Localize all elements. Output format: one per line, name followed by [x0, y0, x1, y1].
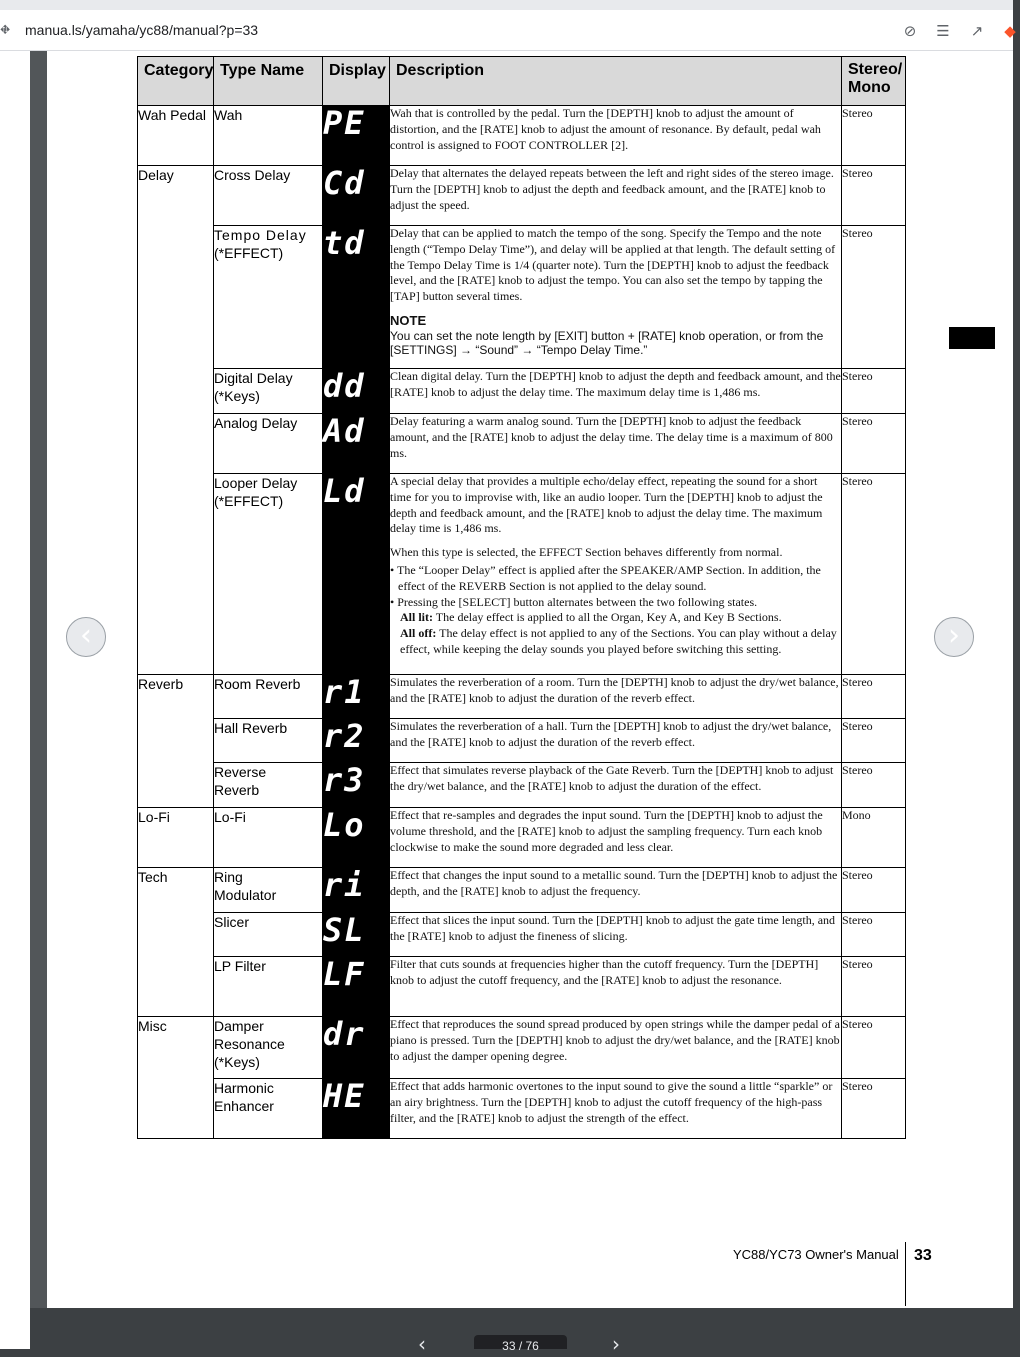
description-cell: Delay that alternates the delayed repeats between the left and right sides of the stereo image. Turn the [DEPTH] knob to adjust the depth and feedback amount, and the [RATE] knob to adjust the speed. — [390, 166, 842, 226]
display-cell — [323, 808, 390, 868]
description-text: A special delay that provides a multiple echo/delay effect, repeating the sound for a short time for you to improvise with, like an audio looper. Turn the [DEPTH] knob to adjust the depth and feedback amount, and the [RATE] knob to adjust the delay time. The maximum delay time is 1,486 ms. — [390, 474, 823, 536]
type-name-cell: Cross Delay — [214, 166, 323, 226]
stereo-mono-cell: Stereo — [842, 913, 906, 957]
display-code: Ld — [323, 472, 366, 510]
display-cell — [323, 226, 390, 369]
stereo-mono-cell: Stereo — [842, 166, 906, 226]
state-item: All off: The delay effect is not applied to any of the Sections. You can play without a delay effect, while keeping the delay sounds you played before switching this setting. — [400, 626, 837, 656]
stereo-mono-cell: Stereo — [842, 106, 906, 166]
description-text: Delay that can be applied to match the tempo of the song. Specify the Tempo and the note length (“Tempo Delay Time”), and delay will be applied at that length. The default setting of the Tempo Delay Time is 1/4 (quarter note). Turn the [DEPTH] knob to adjust the feedback level, and the [RATE] knob to adjust the tempo. You can also set the tempo by tapping the [TAP] button several times. — [390, 226, 836, 304]
display-cell — [323, 1017, 390, 1079]
header-description: Description — [390, 57, 842, 106]
type-name-cell: LP Filter — [214, 957, 323, 1017]
description-cell: Effect that slices the input sound. Turn the [DEPTH] knob to adjust the gate time length, and the [RATE] knob to adjust the fineness of slicing. — [390, 913, 842, 957]
previous-page-button[interactable]: ‹ — [66, 617, 106, 657]
state-item: All lit: The delay effect is applied to all the Organ, Key A, and Key B Sections. — [400, 610, 782, 625]
header-category: Category — [138, 57, 214, 106]
display-code: Lo — [323, 806, 366, 844]
display-cell — [323, 166, 390, 226]
notes-icon[interactable]: ☰ — [936, 22, 950, 40]
page-indicator[interactable]: 33 / 76 — [474, 1335, 567, 1349]
toolbar-prev-page-icon[interactable]: ‹ — [418, 1332, 426, 1356]
description-text: When this type is selected, the EFFECT Section behaves differently from normal. — [390, 545, 783, 560]
type-name-cell: Wah — [214, 106, 323, 166]
stereo-mono-cell: Stereo — [842, 957, 906, 1017]
type-name-cell: Looper Delay (*EFFECT) — [214, 474, 323, 675]
type-name-cell: Lo-Fi — [214, 808, 323, 868]
display-code: ri — [323, 866, 366, 904]
display-code: PE — [323, 104, 366, 142]
table-row — [138, 957, 906, 1017]
url-text[interactable]: manua.ls/yamaha/yc88/manual?p=33 — [25, 22, 259, 38]
display-code: r1 — [323, 673, 366, 711]
viewer-right-gutter — [995, 51, 1013, 1349]
stereo-mono-cell: Stereo — [842, 675, 906, 719]
type-name-cell: Hall Reverb — [214, 719, 323, 763]
type-name-cell: Ring Modulator — [214, 868, 323, 913]
table-row — [138, 675, 906, 719]
display-code: Ad — [323, 412, 366, 450]
display-cell — [323, 1079, 390, 1139]
site-info-icon[interactable]: ⛖ — [0, 23, 11, 38]
display-cell — [323, 675, 390, 719]
type-name-cell: Slicer — [214, 913, 323, 957]
stereo-mono-cell: Stereo — [842, 414, 906, 474]
description-cell: Effect that adds harmonic overtones to the input sound to give the sound a little “sparkle” or an airy brightness. Turn the [DEPTH] knob to adjust the cutoff frequency of the high-pass filter, and the [RATE] knob to adjust the strength of the effect. — [390, 1079, 842, 1139]
footer-page-number: 33 — [914, 1247, 932, 1264]
next-page-button[interactable]: › — [934, 617, 974, 657]
note-body: You can set the note length by [EXIT] button + [RATE] knob operation, or from the [SETTINGS] → “Sound” → “Tempo Delay Time.” — [390, 328, 824, 357]
display-code: HE — [323, 1077, 366, 1115]
type-name-cell: Analog Delay — [214, 414, 323, 474]
stereo-mono-cell: Stereo — [842, 1079, 906, 1139]
header-stereo-mono: Stereo/ Mono — [842, 57, 906, 106]
page-edge-tab-marker — [949, 327, 995, 349]
toolbar-next-page-icon[interactable]: › — [612, 1332, 620, 1356]
stereo-mono-cell: Stereo — [842, 868, 906, 913]
table-row — [138, 1017, 906, 1079]
table-row — [138, 808, 906, 868]
table-header-row — [138, 57, 906, 106]
display-code: Cd — [323, 164, 366, 202]
stereo-mono-cell: Stereo — [842, 763, 906, 808]
description-cell — [390, 226, 842, 369]
stereo-mono-cell: Stereo — [842, 1017, 906, 1079]
table-row — [138, 369, 906, 414]
category-cell: Wah Pedal — [138, 106, 214, 166]
category-cell: Reverb — [138, 675, 214, 808]
reader-icon[interactable]: ⊘ — [903, 22, 917, 40]
bullet-item: • The “Looper Delay” effect is applied after the SPEAKER/AMP Section. In addition, the effect of the REVERB Section is not applied to the delay sound. — [390, 562, 821, 593]
address-bar[interactable] — [0, 10, 1016, 51]
display-cell — [323, 913, 390, 957]
footer-divider — [905, 1242, 906, 1306]
table-row — [138, 719, 906, 763]
header-type-name: Type Name — [214, 57, 323, 106]
display-cell — [323, 106, 390, 166]
stereo-mono-cell: Stereo — [842, 719, 906, 763]
display-code: LF — [323, 955, 366, 993]
description-cell: Effect that changes the input sound to a metallic sound. Turn the [DEPTH] knob to adjust the depth, and the [RATE] knob to adjust the frequency. — [390, 868, 842, 913]
type-name-cell: Damper Resonance (*Keys) — [214, 1017, 323, 1079]
stereo-mono-cell: Stereo — [842, 369, 906, 414]
bullet-item: • Pressing the [SELECT] button alternates between the two following states. — [390, 594, 758, 609]
category-cell: Delay — [138, 166, 214, 675]
brave-icon[interactable]: ◆ — [1004, 22, 1016, 40]
stereo-mono-cell: Stereo — [842, 226, 906, 369]
display-code: dr — [323, 1015, 366, 1053]
category-cell: Lo-Fi — [138, 808, 214, 868]
table-row — [138, 166, 906, 226]
table-row — [138, 763, 906, 808]
display-cell — [323, 474, 390, 675]
footer-manual-title: YC88/YC73 Owner's Manual — [733, 1247, 899, 1262]
description-cell — [390, 474, 842, 675]
stereo-mono-cell: Mono — [842, 808, 906, 868]
display-cell — [323, 957, 390, 1017]
description-cell: Simulates the reverberation of a hall. Turn the [DEPTH] knob to adjust the dry/wet balance, and the [RATE] knob to adjust the duration of the reverb effect. — [390, 719, 842, 763]
table-row — [138, 106, 906, 166]
display-code: r3 — [323, 761, 366, 799]
type-name-cell: Tempo Delay (*EFFECT) — [214, 226, 323, 369]
type-name-cell: Room Reverb — [214, 675, 323, 719]
type-name-cell: Reverse Reverb — [214, 763, 323, 808]
share-icon[interactable]: ↗ — [970, 22, 984, 40]
table-row — [138, 226, 906, 369]
type-name-cell: Harmonic Enhancer — [214, 1079, 323, 1139]
description-cell: Clean digital delay. Turn the [DEPTH] knob to adjust the depth and feedback amount, and the [RATE] knob to adjust the delay time. The maximum delay time is 1,486 ms. — [390, 369, 842, 414]
table-row — [138, 414, 906, 474]
table-row — [138, 913, 906, 957]
display-code: td — [323, 224, 366, 262]
type-name-cell: Digital Delay (*Keys) — [214, 369, 323, 414]
browser-top-strip — [0, 0, 1013, 10]
display-code: r2 — [323, 717, 366, 755]
effect-types-table — [137, 56, 906, 1139]
category-cell: Tech — [138, 868, 214, 1017]
description-cell: Effect that reproduces the sound spread produced by open strings while the damper pedal of a piano is pressed. Turn the [DEPTH] knob to adjust the dry/wet balance, and the [RATE] knob to adjust the damper opening degree. — [390, 1017, 842, 1079]
table-row — [138, 868, 906, 913]
display-cell — [323, 369, 390, 414]
display-code: dd — [323, 367, 366, 405]
table-row — [138, 1079, 906, 1139]
display-cell — [323, 719, 390, 763]
display-cell — [323, 763, 390, 808]
table-row — [138, 474, 906, 675]
note-heading: NOTE — [390, 312, 427, 328]
display-cell — [323, 414, 390, 474]
description-cell: Effect that simulates reverse playback of the Gate Reverb. Turn the [DEPTH] knob to adjust the dry/wet balance, and the [RATE] knob to adjust the duration of the effect. — [390, 763, 842, 808]
description-cell: Wah that is controlled by the pedal. Turn the [DEPTH] knob to adjust the amount of distortion, and the [RATE] knob to adjust the amount of resonance. By default, pedal wah control is assigned to FOOT CONTROLLER [2]. — [390, 106, 842, 166]
viewer-left-gutter — [30, 51, 47, 1349]
description-cell: Simulates the reverberation of a room. Turn the [DEPTH] knob to adjust the dry/wet balance, and the [RATE] knob to adjust the duration of the reverb effect. — [390, 675, 842, 719]
description-cell: Effect that re-samples and degrades the input sound. Turn the [DEPTH] knob to adjust the volume threshold, and the [RATE] knob to adjust the sampling frequency. Turn each knob clockwise to make the sound more degraded and less clear. — [390, 808, 842, 868]
display-code: SL — [323, 911, 366, 949]
description-cell: Delay featuring a warm analog sound. Turn the [DEPTH] knob to adjust the feedback amount, and the [RATE] knob to adjust the delay time. The delay time is a maximum of 800 ms. — [390, 414, 842, 474]
stereo-mono-cell: Stereo — [842, 474, 906, 675]
description-cell: Filter that cuts sounds at frequencies higher than the cutoff frequency. Turn the [DEPTH] knob to adjust the cutoff frequency, and the [RATE] knob to adjust the resonance. — [390, 957, 842, 1017]
display-cell — [323, 868, 390, 913]
header-display: Display — [323, 57, 390, 106]
category-cell: Misc — [138, 1017, 214, 1139]
